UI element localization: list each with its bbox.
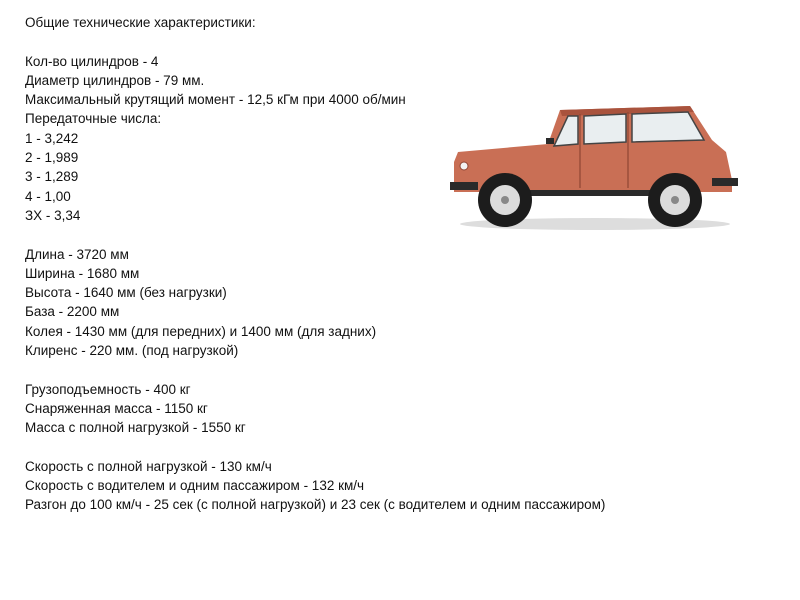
side-sill: [520, 190, 670, 196]
spec-gear-4: 4 - 1,00: [25, 188, 71, 204]
spec-curb-weight: Снаряженная масса - 1150 кг: [25, 400, 208, 416]
spec-text: [25, 13, 605, 515]
side-mirror: [546, 138, 554, 144]
spec-gross-weight: Масса с полной нагрузкой - 1550 кг: [25, 420, 246, 436]
front-wheel: [478, 173, 532, 227]
spec-torque: Максимальный крутящий момент - 12,5 кГм при 4000 об/мин: [25, 92, 406, 108]
spec-speed-full-load: Скорость с полной нагрузкой - 130 км/ч: [25, 458, 272, 474]
spec-gear-3: 3 - 1,289: [25, 169, 79, 185]
rear-wheel: [648, 173, 702, 227]
spec-gear-2: 2 - 1,989: [25, 150, 79, 166]
spec-length: Длина - 3720 мм: [25, 246, 129, 262]
spec-speed-two-people: Скорость с водителем и одним пассажиром - 132 км/ч: [25, 478, 365, 494]
spec-bore: Диаметр цилиндров - 79 мм.: [25, 72, 205, 88]
spec-payload: Грузоподъемность - 400 кг: [25, 381, 191, 397]
rear-bumper: [712, 178, 738, 186]
spec-gear-reverse: ЗХ - 3,34: [25, 207, 81, 223]
spec-gear-ratios-label: Передаточные числа:: [25, 111, 162, 127]
spec-gear-1: 1 - 3,242: [25, 130, 79, 146]
spec-cylinders: Кол-во цилиндров - 4: [25, 53, 159, 69]
headlight: [460, 162, 468, 170]
car-image: [450, 100, 740, 235]
spec-track: Колея - 1430 мм (для передних) и 1400 мм (для задних): [25, 323, 377, 339]
spec-heading: Общие технические характеристики:: [25, 15, 256, 30]
door-window: [584, 114, 626, 144]
spec-wheelbase: База - 2200 мм: [25, 304, 120, 320]
front-bumper: [450, 182, 478, 190]
spec-height: Высота - 1640 мм (без нагрузки): [25, 285, 227, 301]
spec-clearance: Клиренс - 220 мм. (под нагрузкой): [25, 343, 239, 359]
spec-acceleration: Разгон до 100 км/ч - 25 сек (с полной нагрузкой) и 23 сек (с водителем и одним пассажиром): [25, 497, 606, 513]
spec-width: Ширина - 1680 мм: [25, 265, 140, 281]
